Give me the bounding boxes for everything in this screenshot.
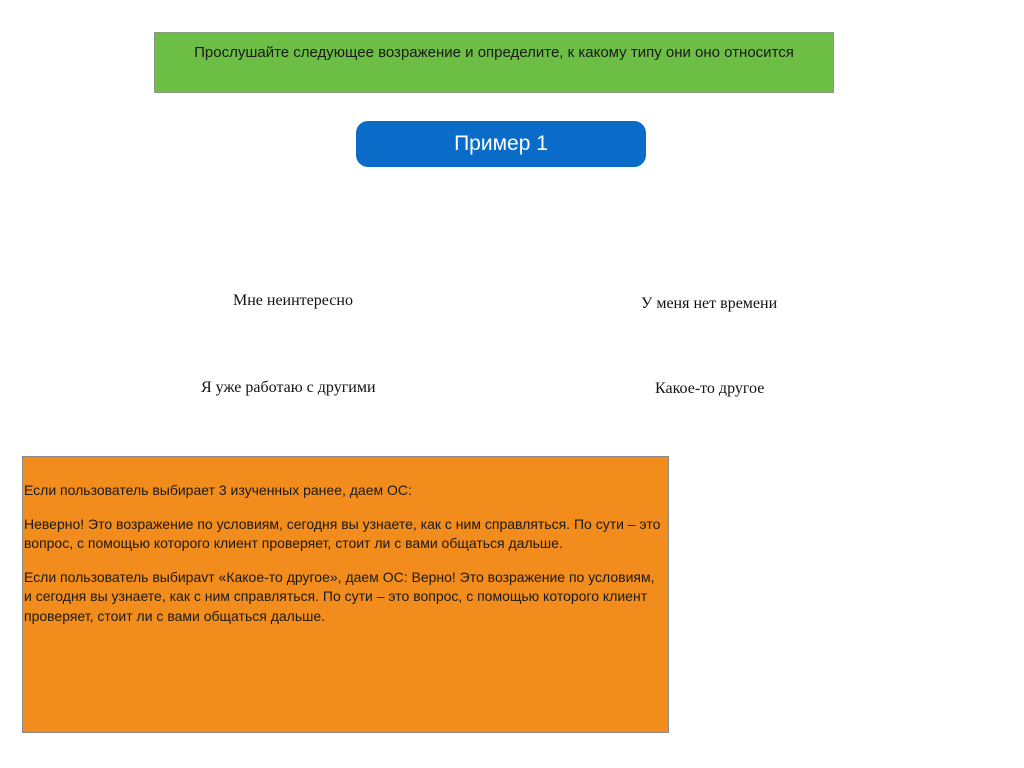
answer-option-not-interested[interactable]: Мне неинтересно [233,292,353,309]
feedback-paragraph-1: Если пользователь выбирает 3 изученных ранее, даем ОС: [24,482,412,498]
example-label-pill [356,121,646,167]
feedback-paragraph-2: Неверно! Это возражение по условиям, сегодня вы узнаете, как с ним справляться. По сути – это вопрос, с помощью которого клиент проверяет, стоит ли с вами общаться дальше. [24,515,661,551]
answer-option-other[interactable]: Какое-то другое [655,380,765,397]
answer-option-working-with-others[interactable]: Я уже работаю с другими [201,379,376,396]
answer-option-no-time[interactable]: У меня нет времени [641,295,778,312]
feedback-paragraph-3: Если пользователь выбираvт «Какое-то другое», даем ОС: Верно! Это возражение по условиям, и сегодня вы узнаете, как с ним справляться. По сути – это вопрос, с помощью которого клиент проверяет, стоит ли с вами общаться дальше. [24,568,655,624]
example-label: Пример 1 [454,132,548,155]
instruction-text: Прослушайте следующее возражение и определите, к какому типу они оно относится [194,44,794,61]
instruction-box [154,32,834,93]
feedback-panel [22,456,669,733]
